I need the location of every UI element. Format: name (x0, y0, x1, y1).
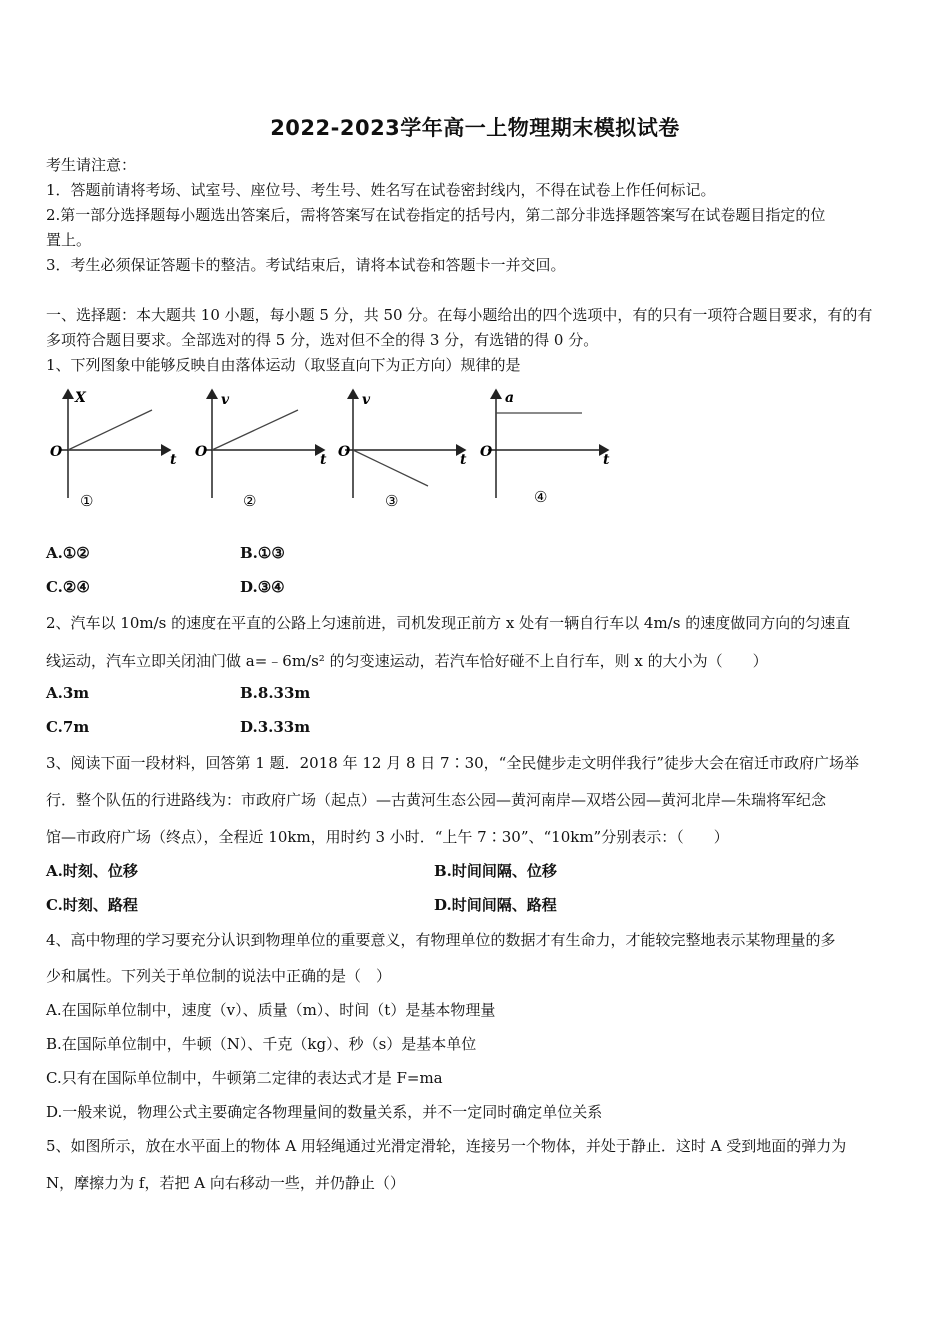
notice-item-2: 2.第一部分选择题每小题选出答案后，需将答案写在试卷指定的括号内，第二部分非选择题答案写在试卷题目指定的位 (46, 206, 826, 224)
q2-option-b[interactable]: B.8.33m (240, 684, 311, 702)
q3-stem-2: 行．整个队伍的行进路线为：市政府广场（起点）—古黄河生态公园—黄河南岸—双塔公园—黄河北岸—朱瑞将军纪念 (46, 791, 827, 809)
q1-graphs (40, 380, 640, 515)
q1-graph-figure (40, 380, 640, 515)
q2-option-a[interactable]: A.3m (46, 684, 90, 702)
graph-3-origin: O (338, 444, 351, 460)
q3-stem-1: 3、阅读下面一段材料，回答第 1 题．2018 年 12 月 8 日 7∶30，“全民健步走文明伴我行”徒步大会在宿迁市政府广场举 (46, 754, 860, 772)
q2-stem-1: 2、汽车以 10m/s 的速度在平直的公路上匀速前进，司机发现正前方 x 处有一辆自行车以 4m/s 的速度做同方向的匀速直 (46, 614, 851, 632)
q3-option-b[interactable]: B.时间间隔、位移 (434, 862, 557, 880)
graph-4-ylabel: a (505, 390, 515, 406)
graph-1-xlabel: t (170, 452, 177, 468)
q2-option-d[interactable]: D.3.33m (240, 718, 311, 736)
q4-stem-1: 4、高中物理的学习要充分认识到物理单位的重要意义，有物理单位的数据才有生命力，才能较完整地表示某物理量的多 (46, 931, 836, 949)
notice-heading: 考生请注意： (46, 156, 137, 174)
q3-option-d[interactable]: D.时间间隔、路程 (434, 896, 557, 914)
q4-option-b[interactable]: B.在国际单位制中，牛顿（N）、千克（kg）、秒（s）是基本单位 (46, 1035, 477, 1053)
notice-item-3: 3．考生必须保证答题卡的整洁。考试结束后，请将本试卷和答题卡一并交回。 (46, 256, 566, 274)
q1-option-c[interactable]: C.②④ (46, 578, 90, 596)
graph-1-x-t (50, 390, 177, 510)
graph-4-xlabel: t (603, 452, 610, 468)
q2-option-c[interactable]: C.7m (46, 718, 90, 736)
graph-1-line (68, 410, 152, 450)
graph-3-line (353, 450, 428, 486)
exam-title: 2022-2023学年高一上物理期末模拟试卷 (270, 116, 680, 140)
q1-option-a[interactable]: A.①② (46, 544, 90, 562)
graph-4-origin: O (480, 444, 493, 460)
graph-2-xlabel: t (320, 452, 327, 468)
graph-1-ylabel: X (75, 390, 86, 406)
graph-3-ylabel: v (362, 392, 371, 408)
q3-stem-3: 馆—市政府广场（终点），全程近 10km，用时约 3 小时．“上午 7∶30”、“10km”分别表示：（ ） (46, 828, 729, 846)
q3-option-c[interactable]: C.时刻、路程 (46, 896, 138, 914)
q1-option-b[interactable]: B.①③ (240, 544, 285, 562)
q3-option-a[interactable]: A.时刻、位移 (46, 862, 138, 880)
graph-2-number: ② (243, 492, 257, 510)
graph-3-xlabel: t (460, 452, 467, 468)
q4-option-d[interactable]: D.一般来说，物理公式主要确定各物理量间的数量关系，并不一定同时确定单位关系 (46, 1103, 603, 1121)
graph-1-number: ① (80, 492, 94, 510)
q4-stem-2: 少和属性。下列关于单位制的说法中正确的是（ ） (46, 967, 392, 985)
graph-1-origin: O (50, 444, 63, 460)
graph-3-v-t (338, 390, 467, 510)
q1-option-d[interactable]: D.③④ (240, 578, 285, 596)
q5-stem-1: 5、如图所示，放在水平面上的物体 A 用轻绳通过光滑定滑轮，连接另一个物体，并处于静止．这时 A 受到地面的弹力为 (46, 1137, 847, 1155)
q4-option-a[interactable]: A.在国际单位制中，速度（v）、质量（m）、时间（t）是基本物理量 (46, 1001, 496, 1019)
graph-2-ylabel: v (221, 392, 230, 408)
graph-4-a-t (480, 390, 610, 506)
q1-stem: 1、下列图象中能够反映自由落体运动（取竖直向下为正方向）规律的是 (46, 356, 521, 374)
graph-2-v-t (195, 390, 327, 510)
notice-item-2-cont: 置上。 (46, 231, 92, 249)
graph-3-number: ③ (385, 492, 399, 510)
graph-2-origin: O (195, 444, 208, 460)
q5-stem-2: N，摩擦力为 f，若把 A 向右移动一些，并仍静止（） (46, 1174, 405, 1192)
section-instructions-2: 多项符合题目要求。全部选对的得 5 分，选对但不全的得 3 分，有选错的得 0 分。 (46, 331, 599, 349)
section-instructions-1: 一、选择题：本大题共 10 小题，每小题 5 分，共 50 分。在每小题给出的四个选项中，有的只有一项符合题目要求，有的有 (46, 306, 873, 324)
q2-stem-2: 线运动，汽车立即关闭油门做 a=﹣6m/s² 的匀变速运动，若汽车恰好碰不上自行车，则 x 的大小为（ ） (46, 652, 768, 670)
q4-option-c[interactable]: C.只有在国际单位制中，牛顿第二定律的表达式才是 F=ma (46, 1069, 443, 1087)
graph-4-number: ④ (534, 488, 548, 506)
graph-2-line (212, 410, 298, 450)
notice-item-1: 1．答题前请将考场、试室号、座位号、考生号、姓名写在试卷密封线内，不得在试卷上作任何标记。 (46, 181, 716, 199)
